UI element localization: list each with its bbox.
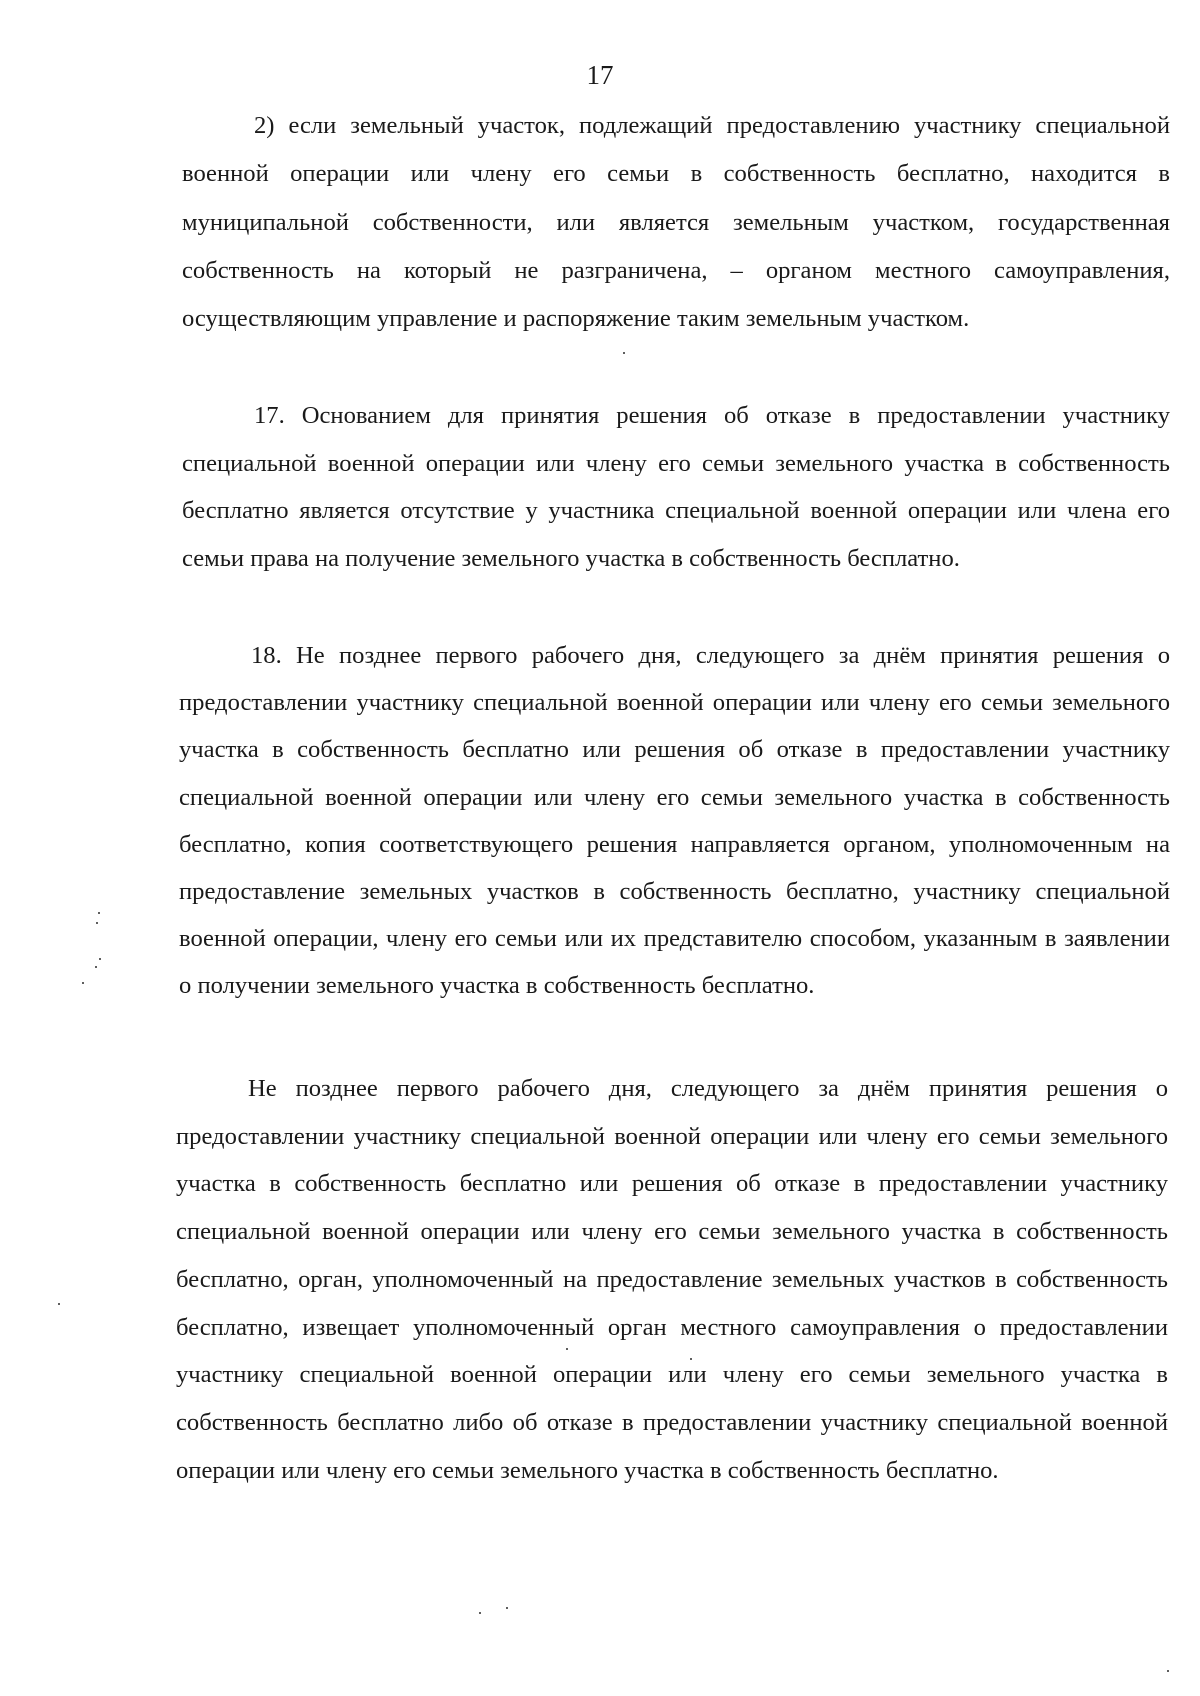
scan-speck	[99, 958, 101, 960]
paragraph-section-18: 18. Не позднее первого рабочего дня, следующего за днём принятия решения о предоставлении участнику специальной военной операции или члену его семьи земельного участка в собственность бесплатно или решения об отказе в предоставлении участнику специальной военной операции или члену его семьи земельного участка в собственность бесплатно, копия соответствующего решения направляется органом, уполномоченным на предоставление земельных участков в собственность бесплатно, участнику специальной военной операции, члену его семьи или их представителю способом, указанным в заявлении о получении земельного участка в собственность бесплатно.	[179, 642, 1170, 1000]
scan-speck	[96, 922, 98, 924]
paragraph-section-17: 17. Основанием для принятия решения об отказе в предоставлении участнику специальной военной операции или члену его семьи земельного участка в собственность бесплатно является отсутствие у участника специальной военной операции или члена его семьи права на получение земельного участка в собственность бесплатно.	[182, 402, 1170, 572]
paragraph-block-3	[179, 632, 1170, 1010]
scan-speck	[479, 1612, 481, 1614]
scan-speck	[506, 1607, 508, 1609]
paragraph-block-4	[176, 1065, 1168, 1494]
scan-speck	[82, 982, 84, 984]
page-number: 17	[586, 60, 614, 90]
paragraph-block-1	[182, 102, 1170, 343]
scan-speck	[566, 1348, 568, 1350]
paragraph-item-2: 2) если земельный участок, подлежащий предоставлению участнику специальной военной операции или члену его семьи в собственность бесплатно, находится в муниципальной собственности, или является земельным участком, государственная собственность на который не разграничена, – органом местного самоуправления, осуществляющим управление и распоряжение таким земельным участком.	[182, 112, 1170, 333]
scan-speck	[1167, 1670, 1169, 1672]
scan-speck	[623, 352, 625, 354]
scan-speck	[690, 1358, 692, 1360]
scan-speck	[58, 1303, 60, 1305]
scan-speck	[98, 912, 100, 914]
paragraph-section-18-continued: Не позднее первого рабочего дня, следующего за днём принятия решения о предоставлении участнику специальной военной операции или члену его семьи земельного участка в собственность бесплатно или решения об отказе в предоставлении участнику специальной военной операции или члену его семьи земельного участка в собственность бесплатно, орган, уполномоченный на предоставление земельных участков в собственность бесплатно, извещает уполномоченный орган местного самоуправления о предоставлении участнику специальной военной операции или члену его семьи земельного участка в собственность бесплатно либо об отказе в предоставлении участнику специальной военной операции или члену его семьи земельного участка в собственность бесплатно.	[176, 1075, 1168, 1484]
scan-speck	[95, 966, 97, 968]
paragraph-block-2	[182, 392, 1170, 582]
